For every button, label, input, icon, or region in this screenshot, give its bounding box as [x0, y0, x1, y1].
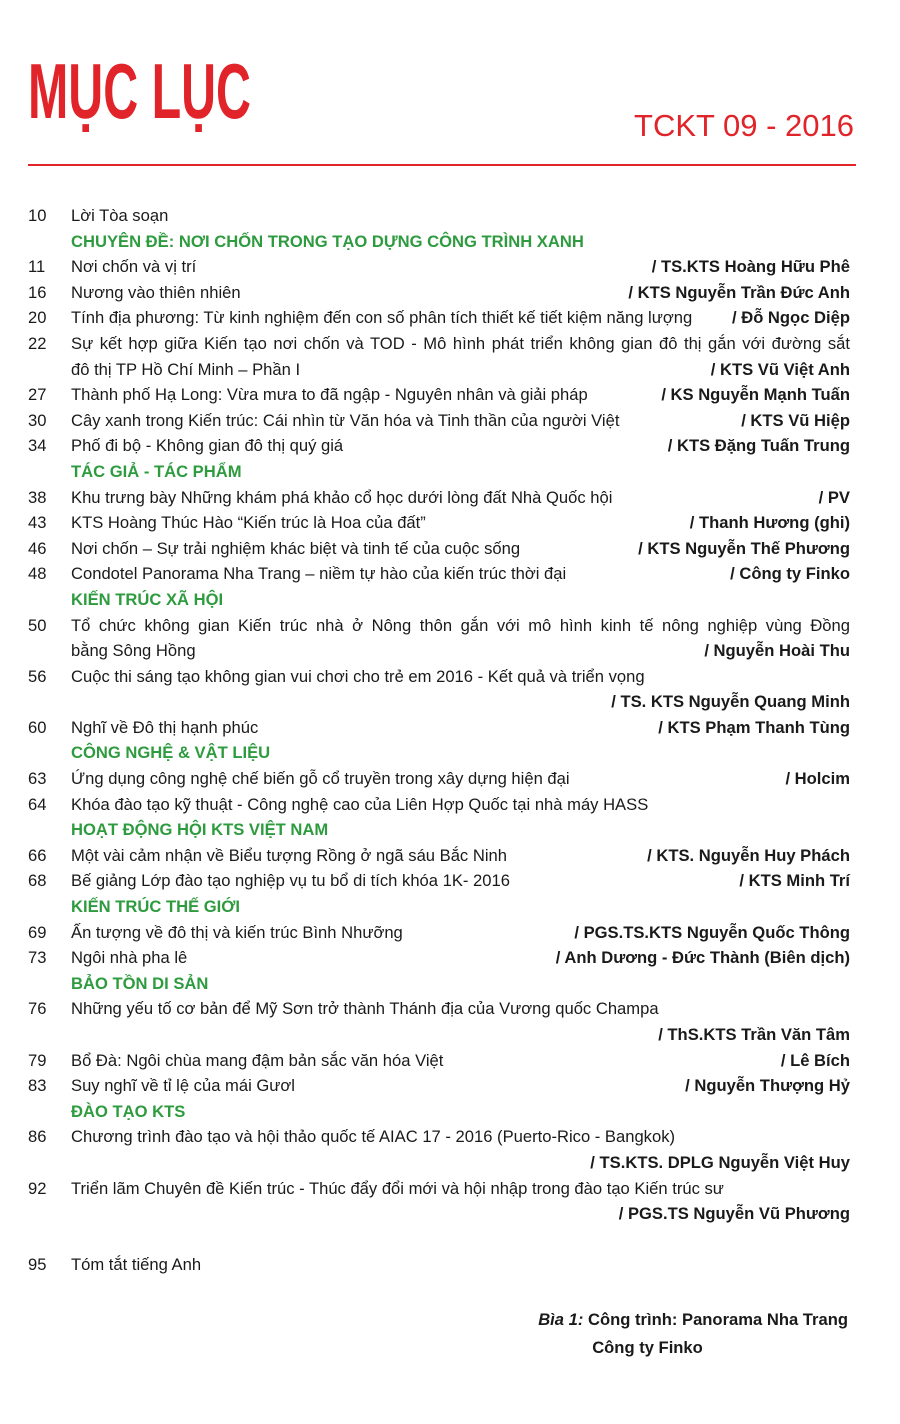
page-number: 64 [28, 794, 47, 814]
article-title: KTS Hoàng Thúc Hào “Kiến trúc là Hoa của đất” [71, 513, 426, 533]
article-author: / Công ty Finko [730, 564, 850, 584]
article-title: Cây xanh trong Kiến trúc: Cái nhìn từ Văn hóa và Tinh thần của người Việt [71, 410, 620, 430]
section-title: TÁC GIẢ - TÁC PHẨM [71, 461, 242, 481]
section-title: KIẾN TRÚC THẾ GIỚI [71, 897, 241, 917]
toc-entry [28, 920, 850, 946]
toc-entry [28, 664, 850, 690]
toc-entry [28, 561, 850, 587]
page-number: 73 [28, 948, 47, 968]
toc-entry [28, 1176, 850, 1202]
page-number: 46 [28, 538, 47, 558]
cover-credit-line-2: Công ty Finko [592, 1338, 703, 1357]
page-number: 22 [28, 333, 47, 353]
article-author: / Đỗ Ngọc Diệp [731, 308, 850, 328]
toc-section-heading [28, 817, 850, 843]
article-author: / KTS Vũ Việt Anh [710, 359, 850, 379]
page-number: 11 [28, 257, 46, 277]
page-number: 66 [28, 845, 47, 865]
cover-project: Công trình: Panorama Nha Trang [588, 1310, 848, 1329]
article-title: Khóa đào tạo kỹ thuật - Công nghệ cao của Liên Hợp Quốc tại nhà máy HASS [71, 794, 649, 814]
toc-entry [28, 485, 850, 511]
toc-entry [28, 638, 850, 664]
toc-entry [28, 996, 850, 1022]
table-of-contents [28, 203, 850, 1278]
header-divider [28, 164, 856, 166]
page-number: 63 [28, 769, 47, 789]
article-title: đô thị TP Hồ Chí Minh – Phần I [71, 359, 301, 379]
page-number: 43 [28, 513, 47, 533]
article-title: Suy nghĩ về tỉ lệ của mái Gươl [71, 1076, 295, 1096]
article-title: Cuộc thi sáng tạo không gian vui chơi cho trẻ em 2016 - Kết quả và triển vọng [71, 666, 645, 686]
toc-entry [28, 613, 850, 639]
toc-entry [28, 408, 850, 434]
section-title: CÔNG NGHỆ & VẬT LIỆU [71, 743, 271, 763]
section-title: CHUYÊN ĐỀ: NƠI CHỐN TRONG TẠO DỰNG CÔNG TRÌNH XANH [71, 231, 584, 251]
cover-label: Bìa 1: [538, 1310, 584, 1329]
article-title: Nghĩ về Đô thị hạnh phúc [71, 717, 259, 737]
article-title: Nương vào thiên nhiên [71, 282, 241, 302]
article-author: / Nguyễn Hoài Thu [704, 641, 850, 661]
article-title: Nơi chốn – Sự trải nghiệm khác biệt và tinh tế của cuộc sống [71, 538, 521, 558]
toc-section-heading [28, 1099, 850, 1125]
page-number: 95 [28, 1255, 47, 1275]
article-author: / Anh Dương - Đức Thành (Biên dịch) [555, 948, 850, 968]
toc-entry [28, 536, 850, 562]
article-title: bằng Sông Hồng [71, 641, 196, 661]
article-author: / Nguyễn Thượng Hỷ [685, 1076, 850, 1096]
page-number: 10 [28, 206, 47, 225]
page-title: MỤC LỤC [28, 47, 251, 135]
article-author: / KTS. Nguyễn Huy Phách [647, 845, 850, 865]
article-author: / Holcim [785, 769, 850, 789]
toc-section-heading [28, 229, 850, 255]
page-number: 79 [28, 1050, 47, 1070]
article-title: Bổ Đà: Ngôi chùa mang đậm bản sắc văn hóa Việt [71, 1050, 444, 1070]
toc-entry [28, 203, 850, 229]
page-number: 68 [28, 871, 47, 891]
article-author: / PGS.TS Nguyễn Vũ Phương [618, 1204, 850, 1224]
page-number: 69 [28, 922, 47, 942]
toc-spacer [28, 1227, 850, 1253]
article-title: Một vài cảm nhận về Biểu tượng Rồng ở ngã sáu Bắc Ninh [71, 845, 507, 865]
toc-entry [28, 1252, 850, 1278]
page-number: 20 [28, 308, 47, 328]
article-title: Bế giảng Lớp đào tạo nghiệp vụ tu bổ di tích khóa 1K- 2016 [71, 871, 510, 891]
toc-section-heading [28, 740, 850, 766]
toc-section-heading [28, 971, 850, 997]
article-author: / KTS Phạm Thanh Tùng [658, 717, 850, 737]
toc-entry [28, 510, 850, 536]
article-title: Tính địa phương: Từ kinh nghiệm đến con số phân tích thiết kế tiết kiệm năng lượng [71, 308, 693, 328]
toc-entry [28, 868, 850, 894]
toc-entry [28, 843, 850, 869]
toc-entry [28, 792, 850, 818]
toc-entry [28, 1048, 850, 1074]
article-title: Nơi chốn và vị trí [71, 257, 197, 277]
page-number: 86 [28, 1127, 47, 1147]
article-author: / PV [818, 487, 850, 507]
toc-entry [28, 305, 850, 331]
toc-section-heading [28, 587, 850, 613]
toc-entry [28, 1073, 850, 1099]
toc-entry [28, 766, 850, 792]
page-number: 56 [28, 666, 47, 686]
toc-entry [28, 945, 850, 971]
article-author: / Thanh Hương (ghi) [689, 513, 850, 533]
article-author: / TS. KTS Nguyễn Quang Minh [611, 692, 850, 712]
page-number: 76 [28, 999, 47, 1019]
article-title: Thành phố Hạ Long: Vừa mưa to đã ngập - Nguyên nhân và giải pháp [71, 385, 588, 405]
page-number: 60 [28, 717, 47, 737]
toc-entry [28, 1201, 850, 1227]
page-number: 30 [28, 410, 47, 430]
article-author: / KTS Nguyễn Thế Phương [638, 538, 850, 558]
toc-section-heading [28, 459, 850, 485]
page-number: 16 [28, 282, 47, 302]
toc-entry [28, 1150, 850, 1176]
article-title: Ấn tượng về đô thị và kiến trúc Bình Nhưỡng [71, 922, 403, 942]
article-title: Sự kết hợp giữa Kiến tạo nơi chốn và TOD - Mô hình phát triển không gian đô thị gắn với đường sắt [71, 333, 850, 353]
toc-entry [28, 1022, 850, 1048]
toc-entry [28, 331, 850, 357]
article-title: Khu trưng bày Những khám phá khảo cổ học dưới lòng đất Nhà Quốc hội [71, 487, 613, 507]
article-title: Những yếu tố cơ bản để Mỹ Sơn trở thành Thánh địa của Vương quốc Champa [71, 999, 659, 1019]
toc-entry [28, 715, 850, 741]
article-author: / PGS.TS.KTS Nguyễn Quốc Thông [574, 922, 850, 942]
issue-number: TCKT 09 - 2016 [634, 108, 854, 143]
section-title: ĐÀO TẠO KTS [71, 1101, 186, 1121]
article-author: / ThS.KTS Trần Văn Tâm [658, 1025, 850, 1044]
cover-credit [538, 1306, 848, 1362]
page-number: 50 [28, 615, 47, 635]
page-number: 48 [28, 564, 47, 584]
toc-entry [28, 254, 850, 280]
article-title: Ứng dụng công nghệ chế biến gỗ cổ truyền trong xây dựng hiện đại [71, 769, 570, 789]
toc-entry [28, 382, 850, 408]
article-title: Chương trình đào tạo và hội thảo quốc tế AIAC 17 - 2016 (Puerto-Rico - Bangkok) [71, 1127, 676, 1147]
article-author: / KTS Nguyễn Trần Đức Anh [628, 282, 850, 302]
article-author: / KTS Vũ Hiệp [741, 410, 850, 430]
article-title: Lời Tòa soạn [71, 206, 169, 225]
section-title: KIẾN TRÚC XÃ HỘI [71, 589, 224, 609]
article-title: Tóm tắt tiếng Anh [71, 1255, 202, 1275]
article-title: Condotel Panorama Nha Trang – niềm tự hào của kiến trúc thời đại [71, 564, 567, 584]
toc-entry [28, 433, 850, 459]
section-title: BẢO TỒN DI SẢN [71, 973, 209, 993]
cover-credit-line-1 [538, 1306, 848, 1334]
article-title: Ngôi nhà pha lê [71, 948, 188, 968]
article-title: Triển lãm Chuyên đề Kiến trúc - Thúc đẩy đổi mới và hội nhập trong đào tạo Kiến trúc sư [71, 1178, 724, 1198]
toc-entry [28, 357, 850, 383]
toc-entry [28, 689, 850, 715]
toc-entry [28, 280, 850, 306]
article-author: / KS Nguyễn Mạnh Tuấn [661, 385, 850, 405]
article-author: / KTS Minh Trí [739, 871, 850, 891]
toc-entry [28, 1124, 850, 1150]
page-number: 34 [28, 436, 47, 456]
page-number: 92 [28, 1178, 47, 1198]
page-number: 27 [28, 385, 47, 405]
toc-section-heading [28, 894, 850, 920]
article-author: / Lê Bích [780, 1050, 850, 1070]
article-author: / TS.KTS Hoàng Hữu Phê [651, 257, 850, 277]
section-title: HOẠT ĐỘNG HỘI KTS VIỆT NAM [71, 820, 329, 840]
article-author: / KTS Đặng Tuấn Trung [667, 436, 850, 456]
article-author: / TS.KTS. DPLG Nguyễn Việt Huy [590, 1152, 850, 1172]
page-number: 83 [28, 1076, 47, 1096]
article-title: Tổ chức không gian Kiến trúc nhà ở Nông thôn gắn với mô hình kinh tế nông nghiệp vùng Đồng [71, 615, 850, 635]
page-number: 38 [28, 487, 47, 507]
article-title: Phố đi bộ - Không gian đô thị quý giá [71, 436, 344, 456]
